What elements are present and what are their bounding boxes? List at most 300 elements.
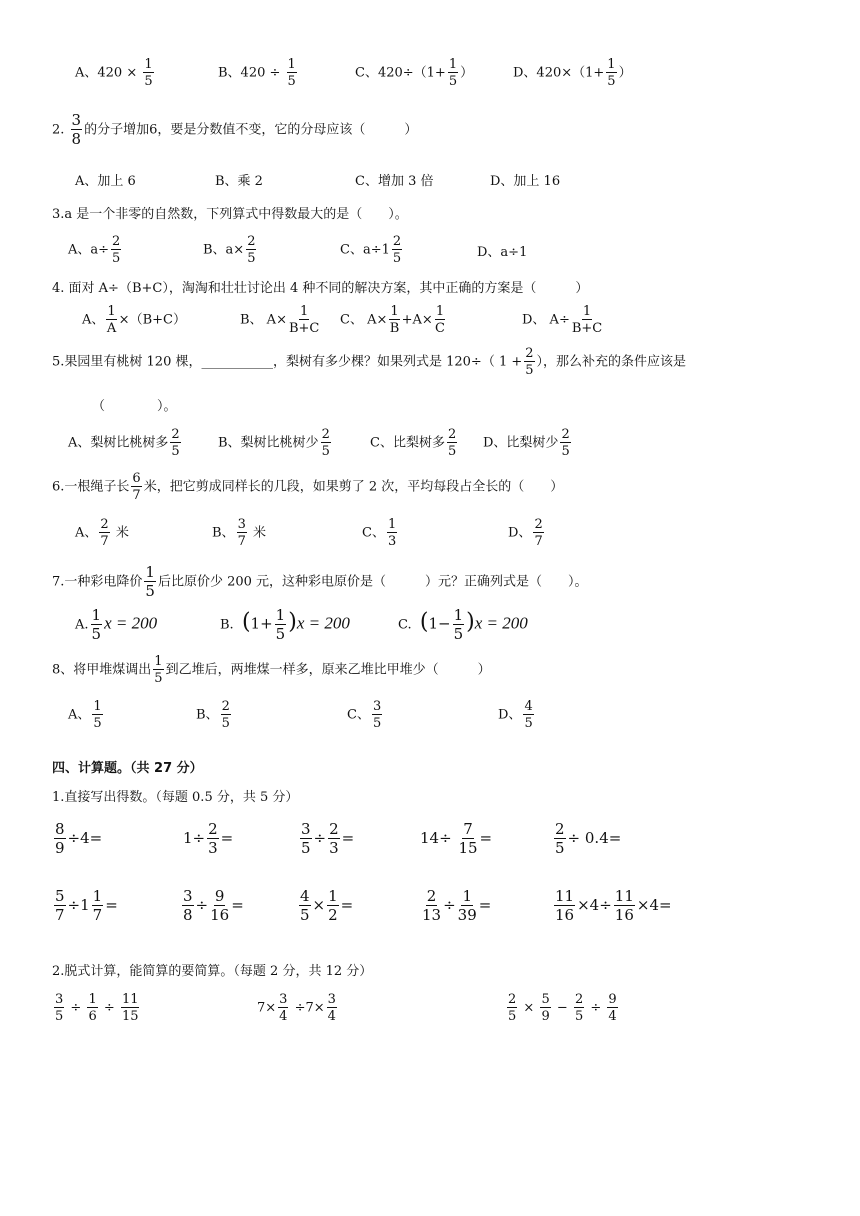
numerator: 1 (435, 304, 445, 319)
expr-head: 7× (257, 1000, 277, 1016)
question-7 (52, 565, 588, 599)
denominator: 2 (328, 906, 338, 924)
numerator: 2 (426, 887, 437, 905)
denominator: 15 (458, 839, 478, 857)
calc-expr-4 (420, 822, 492, 856)
fraction (540, 993, 550, 1023)
question-text: 7.一种彩电降价 (52, 574, 143, 590)
fraction (278, 993, 288, 1023)
operator: ÷ (103, 1000, 115, 1016)
numerator: 5 (541, 992, 550, 1007)
question-5 (52, 347, 686, 377)
fraction (299, 889, 311, 923)
numerator: 1 (328, 887, 338, 905)
option-label: B、 (196, 707, 219, 723)
denominator: 5 (607, 74, 616, 89)
option-a (68, 428, 183, 458)
expr-head: 14÷ (420, 829, 452, 847)
fraction (121, 993, 140, 1023)
denominator: 5 (453, 625, 464, 643)
fraction (574, 993, 584, 1023)
question-8 (52, 655, 491, 685)
denominator: 5 (372, 716, 382, 731)
question-text: 5.果园里有桃树 120 棵， (52, 354, 202, 370)
denominator: 5 (321, 444, 330, 459)
expr-tail: ÷4= (67, 829, 103, 847)
numerator: 2 (534, 517, 543, 532)
denominator: 5 (300, 906, 310, 924)
denominator: 5 (154, 671, 163, 686)
option-b (220, 608, 350, 642)
numerator: 1 (462, 887, 472, 905)
equation: x = 200 (296, 613, 350, 633)
option-d: D、加上 16 (490, 174, 561, 189)
numerator: 1 (300, 304, 309, 319)
denominator: 5 (221, 716, 230, 731)
numerator: 3 (327, 992, 336, 1007)
fraction (554, 889, 575, 923)
denominator: 5 (93, 716, 102, 731)
option-label: A、a÷ (68, 242, 110, 258)
denominator: 5 (508, 1009, 517, 1024)
option-label: C. (398, 617, 412, 633)
option-mid: +A× (401, 312, 433, 328)
denominator: 7 (55, 906, 65, 924)
option-label: A. (75, 617, 89, 633)
question-text: 后比原价少 200 元，这种彩电原价是（ ）元？正确列式是（ ）。 (157, 574, 588, 590)
numerator: 2 (525, 346, 534, 361)
fraction (328, 822, 340, 856)
fraction (153, 655, 163, 685)
numerator: 2 (100, 517, 109, 532)
fraction (327, 993, 337, 1023)
option-b (240, 305, 321, 335)
denominator: 5 (287, 74, 296, 89)
calc-expr-8 (297, 889, 353, 923)
denominator: C (435, 321, 445, 336)
numerator: 1 (390, 304, 399, 319)
denominator: 16 (614, 906, 634, 924)
term: 1+ (250, 614, 273, 633)
numerator: 11 (614, 887, 634, 905)
option-c (398, 608, 528, 642)
option-b: B、乘 2 (215, 174, 263, 189)
numerator: 2 (561, 427, 570, 442)
question-number: 2. (52, 122, 65, 138)
question-text: 的分子增加6，要是分数值不变，它的分母应该（ ） (84, 122, 418, 138)
numerator: 1 (275, 606, 286, 624)
fraction (447, 428, 457, 458)
denominator: 15 (121, 1009, 139, 1024)
fraction (327, 889, 339, 923)
fraction (143, 58, 153, 88)
fraction (246, 235, 256, 265)
option-a (68, 235, 123, 265)
answer-blank[interactable]: ___________ (201, 354, 273, 370)
numerator: 1 (92, 887, 103, 905)
numerator: 3 (237, 517, 246, 532)
expr-tail: ×4= (636, 896, 672, 914)
option-label: B、420 ÷ (218, 65, 281, 81)
numerator: 2 (329, 820, 339, 838)
fraction (106, 305, 116, 335)
option-a (75, 58, 156, 88)
operator: ÷ (195, 896, 209, 914)
fraction (54, 822, 66, 856)
denominator: 4 (608, 1009, 617, 1024)
option-c (355, 58, 473, 88)
numerator: 2 (171, 427, 180, 442)
operator: − (556, 1000, 568, 1016)
fraction (221, 700, 231, 730)
operator: ÷ (70, 1000, 82, 1016)
numerator: 2 (447, 427, 457, 442)
option-b (203, 235, 258, 265)
numerator: 3 (301, 820, 311, 838)
fraction (144, 565, 156, 599)
operator: ×4÷ (577, 896, 612, 914)
numerator: 1 (453, 606, 464, 624)
numerator: 1 (107, 304, 116, 319)
denominator: 5 (447, 444, 457, 459)
denominator: 7 (534, 534, 543, 549)
operator: × (523, 1000, 535, 1016)
fraction (533, 518, 543, 548)
numerator: 3 (372, 699, 382, 714)
fraction (289, 305, 319, 335)
denominator: 5 (555, 839, 565, 857)
option-tail: ） (618, 65, 632, 81)
denominator: B+C (288, 321, 320, 336)
denominator: B+C (571, 321, 603, 336)
fraction (606, 58, 616, 88)
fraction (182, 889, 194, 923)
paren: ( (241, 609, 251, 635)
expr-tail: = (478, 896, 492, 914)
numerator: 6 (132, 471, 141, 486)
numerator: 2 (208, 820, 218, 838)
calc2-expr-1 (52, 993, 141, 1023)
section-title: 四、计算题。（共 27 分） (52, 761, 203, 776)
option-label: B. (220, 617, 234, 633)
numerator: 4 (300, 887, 310, 905)
fraction (92, 889, 104, 923)
fraction (275, 608, 287, 642)
option-a (82, 305, 186, 335)
numerator: 2 (221, 699, 230, 714)
option-d: D、a÷1 (477, 245, 528, 260)
denominator: 4 (279, 1009, 288, 1024)
option-d (508, 518, 546, 548)
option-label: D、420×（1+ (513, 65, 605, 81)
calc-expr-2 (183, 822, 233, 856)
fraction (71, 113, 83, 147)
operator: ÷ (313, 829, 327, 847)
numerator: 1 (387, 517, 397, 532)
option-b (218, 428, 333, 458)
question-6 (52, 472, 563, 502)
denominator: 13 (422, 906, 442, 924)
numerator: 2 (392, 234, 402, 249)
unit: 米 (115, 525, 129, 541)
fraction (54, 993, 64, 1023)
question-2 (52, 113, 417, 147)
denominator: 8 (71, 130, 82, 148)
fraction (300, 822, 312, 856)
question-text: ），那么补充的条件应该是 (536, 354, 687, 370)
fraction (91, 608, 103, 642)
expr-tail: = (220, 829, 234, 847)
option-b (212, 518, 266, 548)
option-label: B、a× (203, 242, 245, 258)
operator: ÷7× (294, 1000, 325, 1016)
denominator: 6 (88, 1009, 97, 1024)
calc-expr-6 (52, 889, 118, 923)
option-label: A、 (68, 707, 91, 723)
option-label: D、比梨树少 (483, 435, 559, 451)
fraction (321, 428, 331, 458)
fraction (92, 700, 102, 730)
denominator: 5 (144, 74, 153, 89)
option-a (68, 700, 105, 730)
fraction (435, 305, 445, 335)
option-label: C、比梨树多 (370, 435, 445, 451)
expr-tail: = (341, 829, 355, 847)
denominator: 5 (275, 625, 286, 643)
numerator: 1 (91, 606, 102, 624)
calc-expr-1 (52, 822, 102, 856)
option-label: A、 (75, 525, 98, 541)
option-c: C、增加 3 倍 (355, 174, 434, 189)
numerator: 1 (144, 57, 153, 72)
numerator: 1 (88, 992, 97, 1007)
fraction (560, 428, 570, 458)
numerator: 3 (71, 111, 82, 129)
option-c (370, 428, 459, 458)
question-3-text: 3.a 是一个非零的自然数，下列算式中得数最大的是（ ）。 (52, 207, 408, 222)
fraction (207, 822, 219, 856)
numerator: 2 (574, 992, 584, 1007)
operator: ÷ (443, 896, 456, 914)
option-a (75, 608, 157, 642)
numerator: 2 (508, 992, 517, 1007)
denominator: 3 (208, 839, 218, 857)
option-c (340, 305, 447, 335)
numerator: 1 (145, 563, 155, 581)
operator: × (312, 896, 326, 914)
option-b (218, 58, 299, 88)
option-a: A、加上 6 (75, 174, 136, 189)
denominator: 7 (92, 906, 103, 924)
option-tail: ×（B+C） (118, 312, 186, 328)
paren: ) (288, 609, 297, 635)
fraction (524, 347, 534, 377)
fraction (99, 518, 109, 548)
expr-head: 1÷ (183, 829, 206, 847)
option-label: B、梨树比桃树少 (218, 435, 319, 451)
fraction (287, 58, 297, 88)
numerator: 11 (121, 992, 139, 1007)
fraction (170, 428, 180, 458)
expr-tail: = (231, 896, 244, 914)
calc-expr-7 (180, 889, 244, 923)
term: 1− (428, 614, 451, 633)
option-label: D、 A÷ (522, 312, 570, 328)
denominator: 5 (392, 251, 402, 266)
calc-expr-3 (298, 822, 354, 856)
expr-tail: ÷ 0.4= (567, 829, 622, 847)
denominator: 8 (183, 906, 193, 924)
calc2-expr-3 (505, 993, 620, 1023)
fraction (448, 58, 458, 88)
fraction (237, 518, 247, 548)
numerator: 3 (183, 887, 193, 905)
expr-tail: = (105, 896, 118, 914)
fraction (523, 700, 533, 730)
numerator: 9 (214, 887, 225, 905)
fraction (54, 889, 66, 923)
question-text: 米，把它剪成同样长的几段，如果剪了 2 次，平均每段占全长的（ ） (143, 479, 564, 495)
denominator: 5 (448, 74, 458, 89)
numerator: 1 (582, 304, 592, 319)
calc-expr-9 (420, 889, 491, 923)
fraction (392, 235, 402, 265)
question-4-text: 4. 面对 A÷（B+C），淘淘和壮壮讨论出 4 种不同的解决方案，其中正确的方案是（ ） (52, 281, 589, 296)
denominator: 7 (100, 534, 109, 549)
fraction (111, 235, 121, 265)
denominator: 5 (171, 444, 180, 459)
denominator: 5 (145, 582, 155, 600)
fraction (453, 608, 465, 642)
option-label: C、 A× (340, 312, 388, 328)
fraction (507, 993, 517, 1023)
option-label: A、 (82, 312, 105, 328)
option-d (498, 700, 536, 730)
numerator: 3 (279, 992, 288, 1007)
calc2-expr-2 (257, 993, 339, 1023)
fraction (372, 700, 382, 730)
denominator: 5 (574, 1009, 584, 1024)
fraction (389, 305, 399, 335)
numerator: 8 (55, 820, 65, 838)
subsection-1-title: 1.直接写出得数。（每题 0.5 分，共 5 分） (52, 790, 299, 805)
numerator: 4 (524, 699, 533, 714)
expr-tail: = (340, 896, 354, 914)
denominator: 5 (112, 251, 121, 266)
numerator: 1 (93, 699, 102, 714)
option-label: C、 (362, 525, 385, 541)
equation: x = 200 (474, 613, 528, 633)
expr-tail: = (479, 829, 493, 847)
numerator: 9 (608, 992, 617, 1007)
denominator: 3 (329, 839, 339, 857)
denominator: 16 (555, 906, 575, 924)
denominator: 5 (55, 1009, 64, 1024)
option-label: C、a÷1 (340, 242, 390, 258)
numerator: 1 (448, 57, 458, 72)
fraction (458, 822, 477, 856)
option-d (483, 428, 573, 458)
question-text: 到乙堆后，两堆煤一样多，原来乙堆比甲堆少（ ） (165, 662, 491, 678)
numerator: 2 (247, 234, 256, 249)
option-b (196, 700, 233, 730)
paren: ( (419, 609, 429, 635)
numerator: 1 (607, 57, 616, 72)
denominator: 5 (525, 363, 534, 378)
fraction (554, 822, 566, 856)
denominator: 7 (132, 488, 141, 503)
option-label: C、 (347, 707, 370, 723)
answer-parens: （ ）。 (92, 399, 177, 414)
fraction (210, 889, 229, 923)
option-a (75, 518, 129, 548)
question-text: ，梨树有多少棵？如果列式是 120÷（ 1 + (272, 354, 523, 370)
option-label: A、梨树比桃树多 (68, 435, 169, 451)
fraction (422, 889, 441, 923)
numerator: 2 (112, 234, 121, 249)
denominator: 39 (457, 906, 477, 924)
numerator: 2 (555, 820, 565, 838)
operator: ÷1 (67, 896, 90, 914)
denominator: 5 (91, 625, 102, 643)
denominator: A (106, 321, 117, 336)
option-label: B、 A× (240, 312, 287, 328)
numerator: 3 (55, 992, 64, 1007)
numerator: 11 (555, 887, 575, 905)
option-tail: ） (460, 65, 474, 81)
denominator: 5 (561, 444, 570, 459)
calc-expr-5 (552, 822, 621, 856)
numerator: 1 (287, 57, 296, 72)
fraction (131, 472, 141, 502)
numerator: 1 (154, 654, 163, 669)
option-c (362, 518, 399, 548)
denominator: 5 (301, 839, 311, 857)
option-label: D、 (498, 707, 522, 723)
option-d (513, 58, 632, 88)
numerator: 7 (463, 820, 473, 838)
denominator: 7 (237, 534, 246, 549)
denominator: 9 (55, 839, 65, 857)
denominator: 5 (524, 716, 533, 731)
denominator: B (389, 321, 400, 336)
fraction (87, 993, 97, 1023)
option-c (340, 235, 404, 265)
question-text: 6.一根绳子长 (52, 479, 130, 495)
fraction (614, 889, 635, 923)
option-label: C、420÷（1+ (355, 65, 446, 81)
operator: ÷ (590, 1000, 602, 1016)
denominator: 5 (247, 251, 256, 266)
denominator: 16 (210, 906, 230, 924)
denominator: 4 (327, 1009, 336, 1024)
question-text: 8、将甲堆煤调出 (52, 662, 152, 678)
denominator: 3 (387, 534, 397, 549)
fraction (607, 993, 617, 1023)
numerator: 2 (321, 427, 330, 442)
option-label: D、 (508, 525, 532, 541)
fraction (387, 518, 397, 548)
option-c (347, 700, 384, 730)
subsection-2-title: 2.脱式计算，能简算的要简算。（每题 2 分，共 12 分） (52, 964, 373, 979)
fraction (458, 889, 477, 923)
numerator: 5 (55, 887, 65, 905)
option-d (522, 305, 604, 335)
calc-expr-10 (552, 889, 672, 923)
option-label: A、420 × (75, 65, 138, 81)
equation: x = 200 (104, 613, 158, 633)
option-label: B、 (212, 525, 235, 541)
